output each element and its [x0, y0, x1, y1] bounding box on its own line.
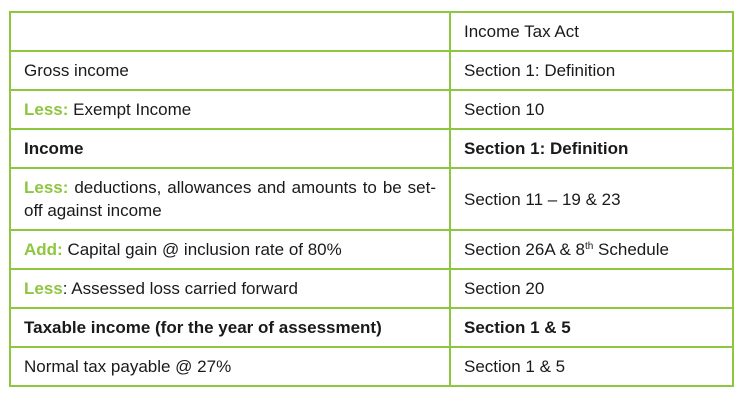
header-cell-item: [10, 12, 450, 51]
row-capital-gain: [10, 230, 450, 269]
table-row: [10, 230, 733, 269]
row-reference: Section 20: [450, 269, 733, 308]
table-row: [10, 51, 733, 90]
ref-text-suffix: Schedule: [593, 240, 669, 259]
income-tax-table: [9, 11, 734, 387]
table-row: [10, 129, 733, 168]
row-label: Capital gain @ inclusion rate of 80%: [62, 240, 342, 259]
table-row: [10, 90, 733, 129]
table-header-row: [10, 12, 733, 51]
add-prefix: Add:: [24, 240, 63, 259]
row-reference: Section 10: [450, 90, 733, 129]
row-label: Exempt Income: [68, 100, 192, 119]
row-label: Income: [24, 139, 84, 158]
row-reference: Section 1: Definition: [450, 51, 733, 90]
row-taxable-income: [10, 308, 450, 347]
ref-text: Section 26A & 8: [464, 240, 585, 259]
ref-superscript: th: [584, 241, 594, 252]
table-row: [10, 168, 733, 230]
row-reference: Section 1 & 5: [450, 347, 733, 386]
row-exempt-income: [10, 90, 450, 129]
less-prefix: Less:: [24, 178, 69, 197]
row-label: deductions, allowances and amounts to be set-off against income: [24, 178, 436, 220]
less-prefix: Less:: [24, 100, 69, 119]
header-cell-act: Income Tax Act: [450, 12, 733, 51]
row-label: : Assessed loss carried forward: [62, 279, 299, 298]
table-row: [10, 269, 733, 308]
row-income: [10, 129, 450, 168]
row-label: Taxable income (for the year of assessment): [24, 318, 382, 337]
row-reference: Section 11 – 19 & 23: [450, 168, 733, 230]
row-gross-income: [10, 51, 450, 90]
row-reference: [450, 230, 733, 269]
row-normal-tax: [10, 347, 450, 386]
row-label: Gross income: [24, 61, 129, 80]
table-row: [10, 347, 733, 386]
row-label: Normal tax payable @ 27%: [24, 357, 232, 376]
row-assessed-loss: [10, 269, 450, 308]
row-reference: Section 1: Definition: [450, 129, 733, 168]
less-prefix: Less: [24, 279, 63, 298]
row-deductions: [10, 168, 450, 230]
row-reference: Section 1 & 5: [450, 308, 733, 347]
table-row: [10, 308, 733, 347]
